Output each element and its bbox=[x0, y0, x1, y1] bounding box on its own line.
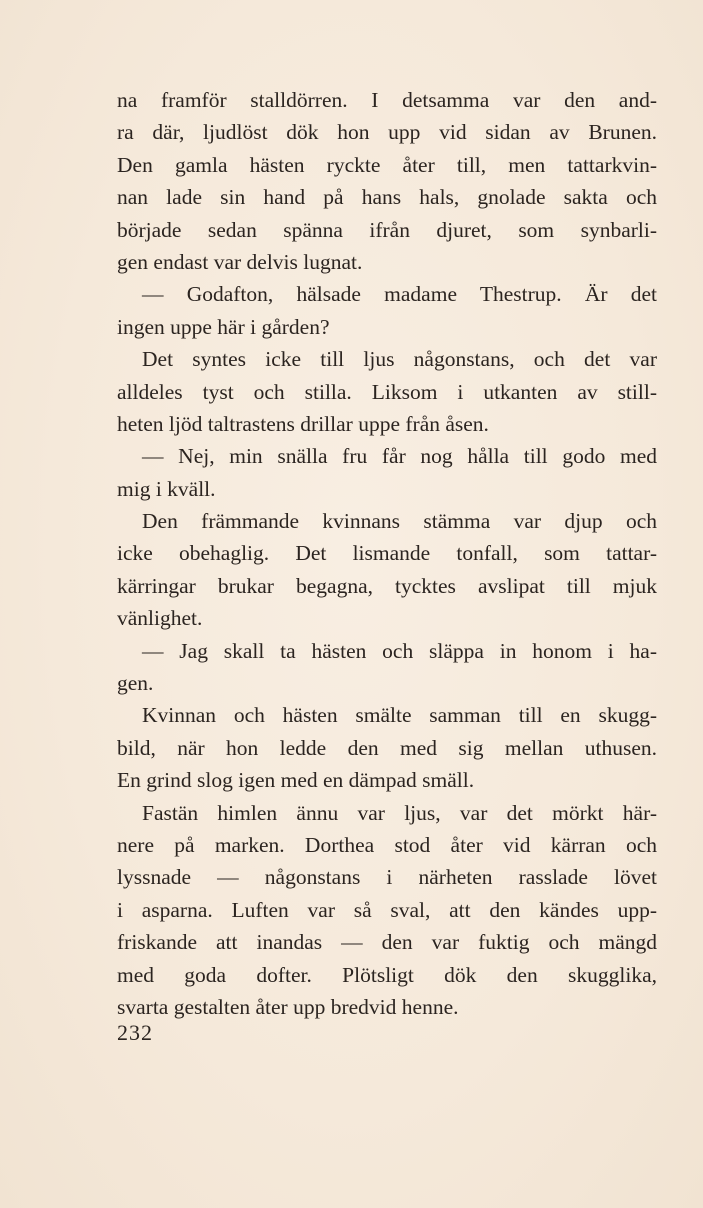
text-line: Det syntes icke till ljus någonstans, och det var bbox=[142, 347, 657, 372]
text-line: med goda dofter. Plötsligt dök den skugglika, bbox=[117, 962, 657, 987]
text-line: gen. bbox=[117, 671, 154, 696]
body-text bbox=[117, 84, 657, 1023]
text-line: nere på marken. Dorthea stod åter vid kärran och bbox=[117, 832, 657, 857]
text-line: heten ljöd taltrastens drillar uppe från åsen. bbox=[117, 411, 489, 436]
text-line: vänlighet. bbox=[117, 606, 203, 631]
text-line: Den främmande kvinnans stämma var djup och bbox=[142, 509, 657, 534]
text-line: — Godafton, hälsade madame Thestrup. Är det bbox=[142, 282, 657, 307]
text-line: alldeles tyst och stilla. Liksom i utkanten av still- bbox=[117, 379, 657, 404]
text-line: mig i kväll. bbox=[117, 476, 216, 501]
text-line: Kvinnan och hästen smälte samman till en skugg- bbox=[142, 703, 657, 728]
text-line: Den gamla hästen ryckte åter till, men tattarkvin- bbox=[117, 152, 657, 177]
text-line: bild, när hon ledde den med sig mellan uthusen. bbox=[117, 735, 657, 760]
text-line: ra där, ljudlöst dök hon upp vid sidan av Brunen. bbox=[117, 120, 657, 145]
text-line: — Nej, min snälla fru får nog hålla till godo med bbox=[142, 444, 657, 469]
text-line: nan lade sin hand på hans hals, gnolade sakta och bbox=[117, 185, 657, 210]
text-line: — Jag skall ta hästen och släppa in honom i ha- bbox=[142, 638, 657, 663]
text-line: svarta gestalten åter upp bredvid henne. bbox=[117, 994, 459, 1019]
page-number: 232 bbox=[117, 1020, 153, 1045]
text-line: ingen uppe här i gården? bbox=[117, 314, 330, 339]
text-line: i asparna. Luften var så sval, att den kändes upp- bbox=[117, 897, 657, 922]
text-line: började sedan spänna ifrån djuret, som synbarli- bbox=[117, 217, 657, 242]
text-line: icke obehaglig. Det lismande tonfall, som tattar- bbox=[117, 541, 657, 566]
text-line: friskande att inandas — den var fuktig och mängd bbox=[117, 930, 657, 955]
text-line: En grind slog igen med en dämpad smäll. bbox=[117, 768, 475, 793]
text-line: na framför stalldörren. I detsamma var den and- bbox=[117, 88, 657, 112]
text-line: gen endast var delvis lugnat. bbox=[117, 249, 363, 274]
text-line: kärringar brukar begagna, tycktes avslipat till mjuk bbox=[117, 573, 657, 598]
text-line: Fastän himlen ännu var ljus, var det mörkt här- bbox=[142, 800, 657, 825]
text-line: lyssnade — någonstans i närheten rasslade lövet bbox=[117, 865, 657, 890]
